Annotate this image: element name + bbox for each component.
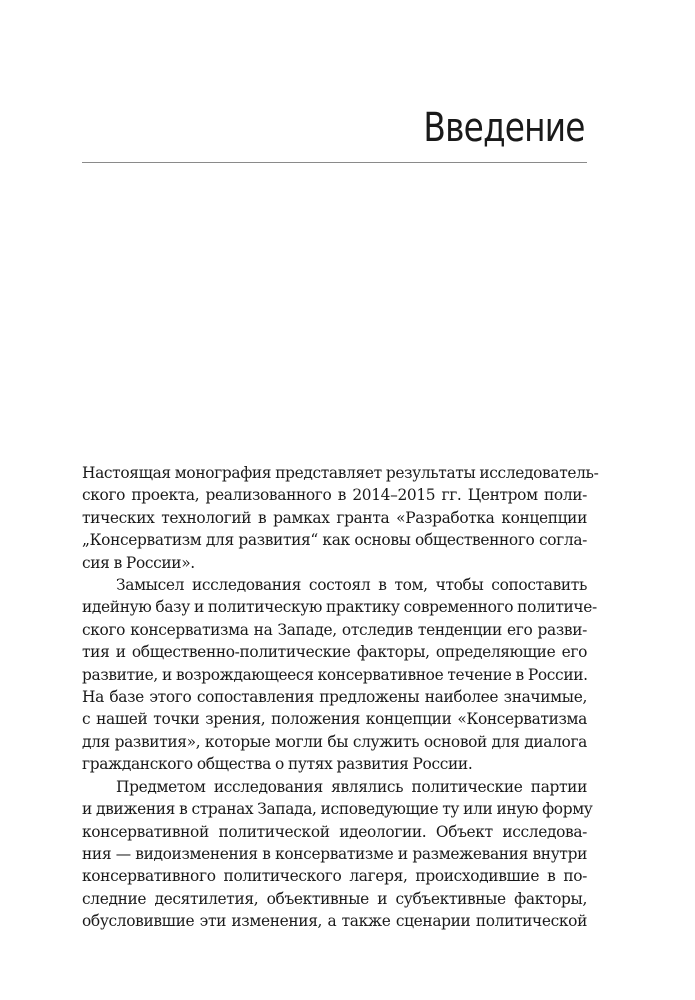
paragraph-2-line-1: Замысел исследования состоял в том, чтобы сопоставить bbox=[116, 576, 587, 595]
chapter-title: Введение bbox=[423, 105, 585, 151]
paragraph-3-line-6: следние десятилетия, объективные и субъективные факторы, bbox=[82, 889, 587, 908]
paragraph-2-line-4: тия и общественно-политические факторы, определяющие его bbox=[82, 643, 587, 662]
paragraph-3-line-4: ния — видоизменения в консерватизме и размежевания внутри bbox=[82, 844, 587, 863]
paragraph-3-line-7: обусловившие эти изменения, а также сценарии политической bbox=[82, 912, 587, 931]
paragraph-1-line-5: сия в России». bbox=[82, 553, 195, 572]
paragraph-3-line-1: Предметом исследования являлись политические партии bbox=[116, 777, 587, 796]
paragraph-2-line-3: ского консерватизма на Западе, отследив тенденции его разви- bbox=[82, 620, 587, 639]
paragraph-2-line-8: для развития», которые могли бы служить основой для диалога bbox=[82, 732, 587, 751]
paragraph-1-line-4: „Консерватизм для развития“ как основы общественного согла- bbox=[82, 531, 587, 550]
paragraph-3-line-3: консервативной политической идеологии. Объект исследова- bbox=[82, 822, 587, 841]
paragraph-2-line-6: На базе этого сопоставления предложены наиболее значимые, bbox=[82, 688, 587, 707]
paragraph-2-line-2: идейную базу и политическую практику современного политиче- bbox=[82, 598, 597, 617]
body-text bbox=[82, 462, 599, 933]
paragraph-2-line-9: гражданского общества о путях развития России. bbox=[82, 755, 473, 774]
paragraph-3-line-2: и движения в странах Запада, исповедующие ту или иную форму bbox=[82, 800, 593, 819]
paragraph-2-line-5: развитие, и возрождающееся консервативное течение в России. bbox=[82, 665, 588, 684]
paragraph-1-line-3: тических технологий в рамках гранта «Разработка концепции bbox=[82, 508, 587, 527]
paragraph-2-line-7: с нашей точки зрения, положения концепции «Консерватизма bbox=[82, 710, 587, 729]
title-rule bbox=[82, 162, 587, 163]
paragraph-1-line-1: Настоящая монография представляет результаты исследователь- bbox=[82, 464, 599, 482]
paragraph-3-line-5: консервативного политического лагеря, происходившие в по- bbox=[82, 867, 587, 886]
paragraph-1-line-2: ского проекта, реализованного в 2014–2015 гг. Центром поли- bbox=[82, 486, 587, 505]
